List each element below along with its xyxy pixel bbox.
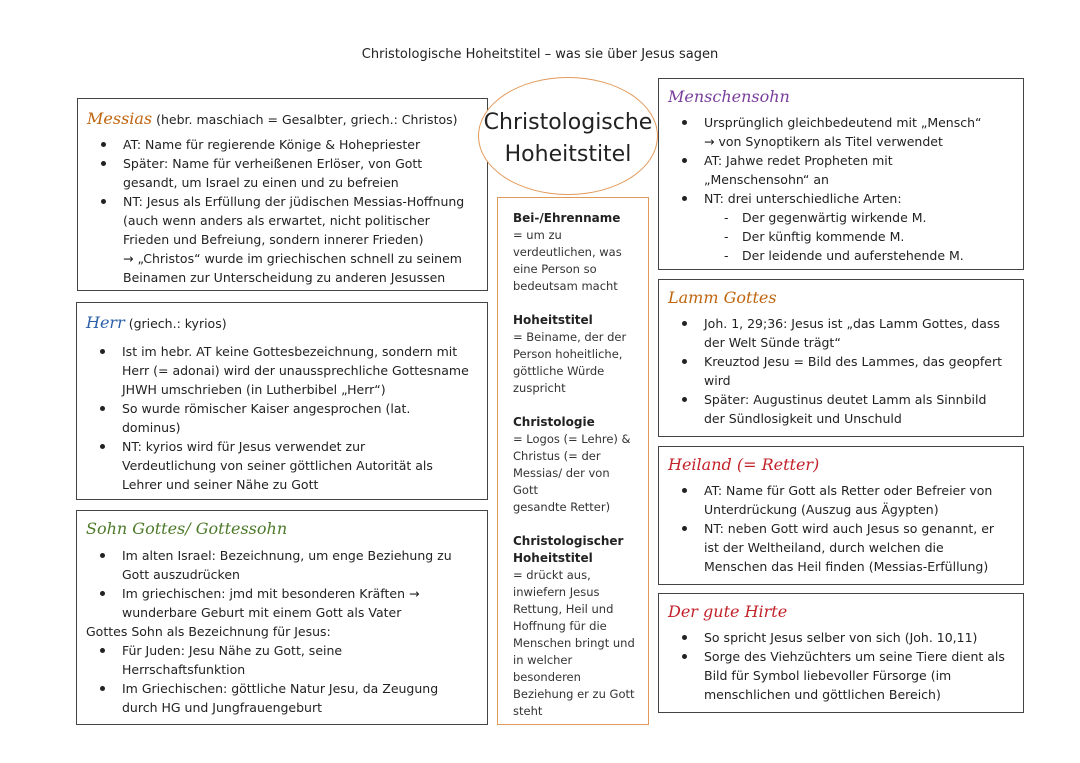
definition-term: Bei-/Ehrenname xyxy=(513,211,621,225)
item-line: AT: Name für regierende Könige & Hohepriester xyxy=(123,137,421,152)
item-line: Lehrer und seiner Nähe zu Gott xyxy=(122,477,319,492)
definition-text: gesandte Retter) xyxy=(513,500,611,514)
definition-text: = Beiname, der der xyxy=(513,330,627,344)
definition-text: Person hoheitliche, xyxy=(513,347,623,361)
list-item xyxy=(668,227,1015,246)
item-line: - Der gegenwärtig wirkende M. xyxy=(742,210,927,225)
definition-term: Hoheitstitel xyxy=(513,313,593,327)
list-item xyxy=(86,641,479,679)
item-list xyxy=(87,135,479,287)
list-item xyxy=(86,679,479,717)
definition-text: göttliche Würde xyxy=(513,364,605,378)
item-list xyxy=(668,481,1015,576)
item-line: So spricht Jesus selber von sich (Joh. 10,11) xyxy=(704,630,978,645)
item-line: Sorge des Viehzüchters um seine Tiere dient als xyxy=(704,649,1005,664)
definition-text: zuspricht xyxy=(513,381,566,395)
title-text: Lamm Gottes xyxy=(668,288,777,307)
item-line: der Sündlosigkeit und Unschuld xyxy=(704,411,902,426)
list-item xyxy=(668,519,1015,576)
list-item xyxy=(668,246,1015,265)
definition xyxy=(513,414,638,516)
box-lamm-gottes xyxy=(658,279,1024,437)
title-subtitle: (hebr. maschiach = Gesalbter, griech.: Christos) xyxy=(152,112,458,127)
list-item xyxy=(668,189,1015,208)
item-line: AT: Jahwe redet Propheten mit xyxy=(704,153,893,168)
item-line: dominus) xyxy=(122,420,181,435)
list-item xyxy=(87,135,479,154)
list-item xyxy=(668,314,1015,352)
item-line: der Welt Sünde trägt“ xyxy=(704,335,841,350)
item-list xyxy=(86,342,479,494)
definition-text: Rettung, Heil und xyxy=(513,602,614,616)
box-herr xyxy=(76,302,488,500)
box-guter-hirte xyxy=(658,593,1024,713)
item-line: Frieden und Befreiung, sondern innerer Frieden) xyxy=(123,232,424,247)
item-line: Gottes Sohn als Bezeichnung für Jesus: xyxy=(86,624,331,639)
item-line: NT: neben Gott wird auch Jesus so genannt, er xyxy=(704,521,995,536)
list-item xyxy=(87,192,479,287)
list-item xyxy=(86,437,479,494)
title-text: Herr xyxy=(86,313,125,332)
oval-title-line: Christologische xyxy=(483,110,653,135)
item-line: Joh. 1, 29;36: Jesus ist „das Lamm Gottes, dass xyxy=(704,316,1000,331)
definition-text: Christus (= der xyxy=(513,449,601,463)
item-line: NT: drei unterschiedliche Arten: xyxy=(704,191,902,206)
definition-term: Christologie xyxy=(513,415,595,429)
list-item xyxy=(86,342,479,399)
title-text: Sohn Gottes/ Gottessohn xyxy=(86,519,288,538)
box-sohn-gottes xyxy=(76,510,488,725)
item-line: Ursprünglich gleichbedeutend mit „Mensch“ xyxy=(704,115,982,130)
list-item xyxy=(668,208,1015,227)
box-title xyxy=(668,87,1015,107)
list-text xyxy=(86,622,479,641)
item-line: wunderbare Geburt mit einem Gott als Vater xyxy=(122,605,402,620)
definition-text: Beziehung er zu Gott xyxy=(513,687,635,701)
definition-text: = um zu xyxy=(513,228,562,242)
box-title xyxy=(668,455,1015,475)
item-line: Später: Name für verheißenen Erlöser, von Gott xyxy=(123,156,423,171)
definition-text: steht xyxy=(513,704,543,718)
item-list xyxy=(668,628,1015,704)
definition-text: = Logos (= Lehre) & xyxy=(513,432,631,446)
box-menschensohn xyxy=(658,78,1024,270)
item-line: Später: Augustinus deutet Lamm als Sinnbild xyxy=(704,392,987,407)
box-title xyxy=(668,602,1015,622)
item-line: - Der leidende und auferstehende M. xyxy=(742,248,964,263)
list-item xyxy=(668,390,1015,428)
definitions-box xyxy=(497,197,649,725)
definition xyxy=(513,210,638,295)
definition-term: Hoheitstitel xyxy=(513,551,593,565)
box-messias xyxy=(77,98,488,291)
item-line: NT: kyrios wird für Jesus verwendet zur xyxy=(122,439,366,454)
item-line: NT: Jesus als Erfüllung der jüdischen Messias-Hoffnung xyxy=(123,194,465,209)
item-line: Im alten Israel: Bezeichnung, um enge Beziehung zu xyxy=(122,548,452,563)
item-line: „Menschensohn“ an xyxy=(704,172,829,187)
definition xyxy=(513,312,638,397)
item-line: - Der künftig kommende M. xyxy=(742,229,905,244)
item-line: JHWH umschrieben (in Lutherbibel „Herr“) xyxy=(122,382,386,397)
definition-text: verdeutlichen, was xyxy=(513,245,622,259)
item-line: AT: Name für Gott als Retter oder Befreier von xyxy=(704,483,993,498)
item-line: (auch wenn anders als erwartet, nicht politischer xyxy=(123,213,430,228)
item-line: wird xyxy=(704,373,731,388)
oval-title-line: Hoheitstitel xyxy=(504,142,632,167)
item-line: gesandt, um Israel zu einen und zu befreien xyxy=(123,175,399,190)
page-title: Christologische Hoheitstitel – was sie über Jesus sagen xyxy=(361,47,719,62)
definition-text: = drückt aus, xyxy=(513,568,591,582)
list-item xyxy=(668,481,1015,519)
box-title xyxy=(86,519,479,539)
definition-text: Hoffnung für die xyxy=(513,619,607,633)
item-line: Im griechischen: jmd mit besonderen Kräften → xyxy=(122,586,420,601)
item-line: durch HG und Jungfrauengeburt xyxy=(122,700,323,715)
list-item xyxy=(87,154,479,192)
item-line: Verdeutlichung von seiner göttlichen Autorität als xyxy=(122,458,433,473)
definition-term: Christologischer xyxy=(513,534,624,548)
item-list xyxy=(668,113,1015,265)
box-heiland xyxy=(658,446,1024,585)
item-list xyxy=(668,314,1015,428)
list-item xyxy=(668,151,1015,189)
item-line: ist der Weltheiland, durch welchen die xyxy=(704,540,944,555)
list-item xyxy=(668,628,1015,647)
title-subtitle: (griech.: kyrios) xyxy=(124,316,227,331)
definition-text: in welcher xyxy=(513,653,573,667)
item-line: menschlichen und göttlichen Bereich) xyxy=(704,687,941,702)
box-title xyxy=(87,109,479,130)
list-item xyxy=(668,113,1015,151)
title-text: Messias xyxy=(87,109,153,128)
item-line: Menschen das Heil finden (Messias-Erfüllung) xyxy=(704,559,989,574)
title-text: Der gute Hirte xyxy=(668,602,788,621)
item-line: Unterdrückung (Auszug aus Ägypten) xyxy=(704,502,939,517)
list-item xyxy=(668,352,1015,390)
item-line: → von Synoptikern als Titel verwendet xyxy=(704,134,943,149)
item-line: → „Christos“ wurde im griechischen schnell zu seinem xyxy=(123,251,462,266)
definition-text: inwiefern Jesus xyxy=(513,585,600,599)
definition-text: Messias/ der von Gott xyxy=(513,466,610,497)
item-line: Bild für Symbol liebevoller Fürsorge (im xyxy=(704,668,952,683)
item-line: Gott auszudrücken xyxy=(122,567,240,582)
item-line: Kreuztod Jesu = Bild des Lammes, das geopfert xyxy=(704,354,1003,369)
list-item xyxy=(668,647,1015,704)
list-item xyxy=(86,546,479,584)
list-item xyxy=(86,584,479,622)
title-text: Heiland (= Retter) xyxy=(668,455,820,474)
definition-text: eine Person so xyxy=(513,262,597,276)
item-line: Beinamen zur Unterscheidung zu anderen Jesussen xyxy=(123,270,446,285)
item-line: Im Griechischen: göttliche Natur Jesu, da Zeugung xyxy=(122,681,439,696)
item-list xyxy=(86,546,479,717)
item-line: Herr (= adonai) wird der unaussprechliche Gottesname xyxy=(122,363,469,378)
item-line: Herrschaftsfunktion xyxy=(122,662,246,677)
item-line: Ist im hebr. AT keine Gottesbezeichnung, sondern mit xyxy=(122,344,458,359)
definition-text: bedeutsam macht xyxy=(513,279,618,293)
list-item xyxy=(86,399,479,437)
title-text: Menschensohn xyxy=(668,87,790,106)
definition xyxy=(513,533,638,720)
center-oval xyxy=(478,77,658,195)
definition-text: besonderen xyxy=(513,670,581,684)
item-line: Für Juden: Jesu Nähe zu Gott, seine xyxy=(122,643,343,658)
box-title xyxy=(668,288,1015,308)
box-title xyxy=(86,313,479,334)
definition-text: Menschen bringt und xyxy=(513,636,635,650)
item-line: So wurde römischer Kaiser angesprochen (lat. xyxy=(122,401,411,416)
